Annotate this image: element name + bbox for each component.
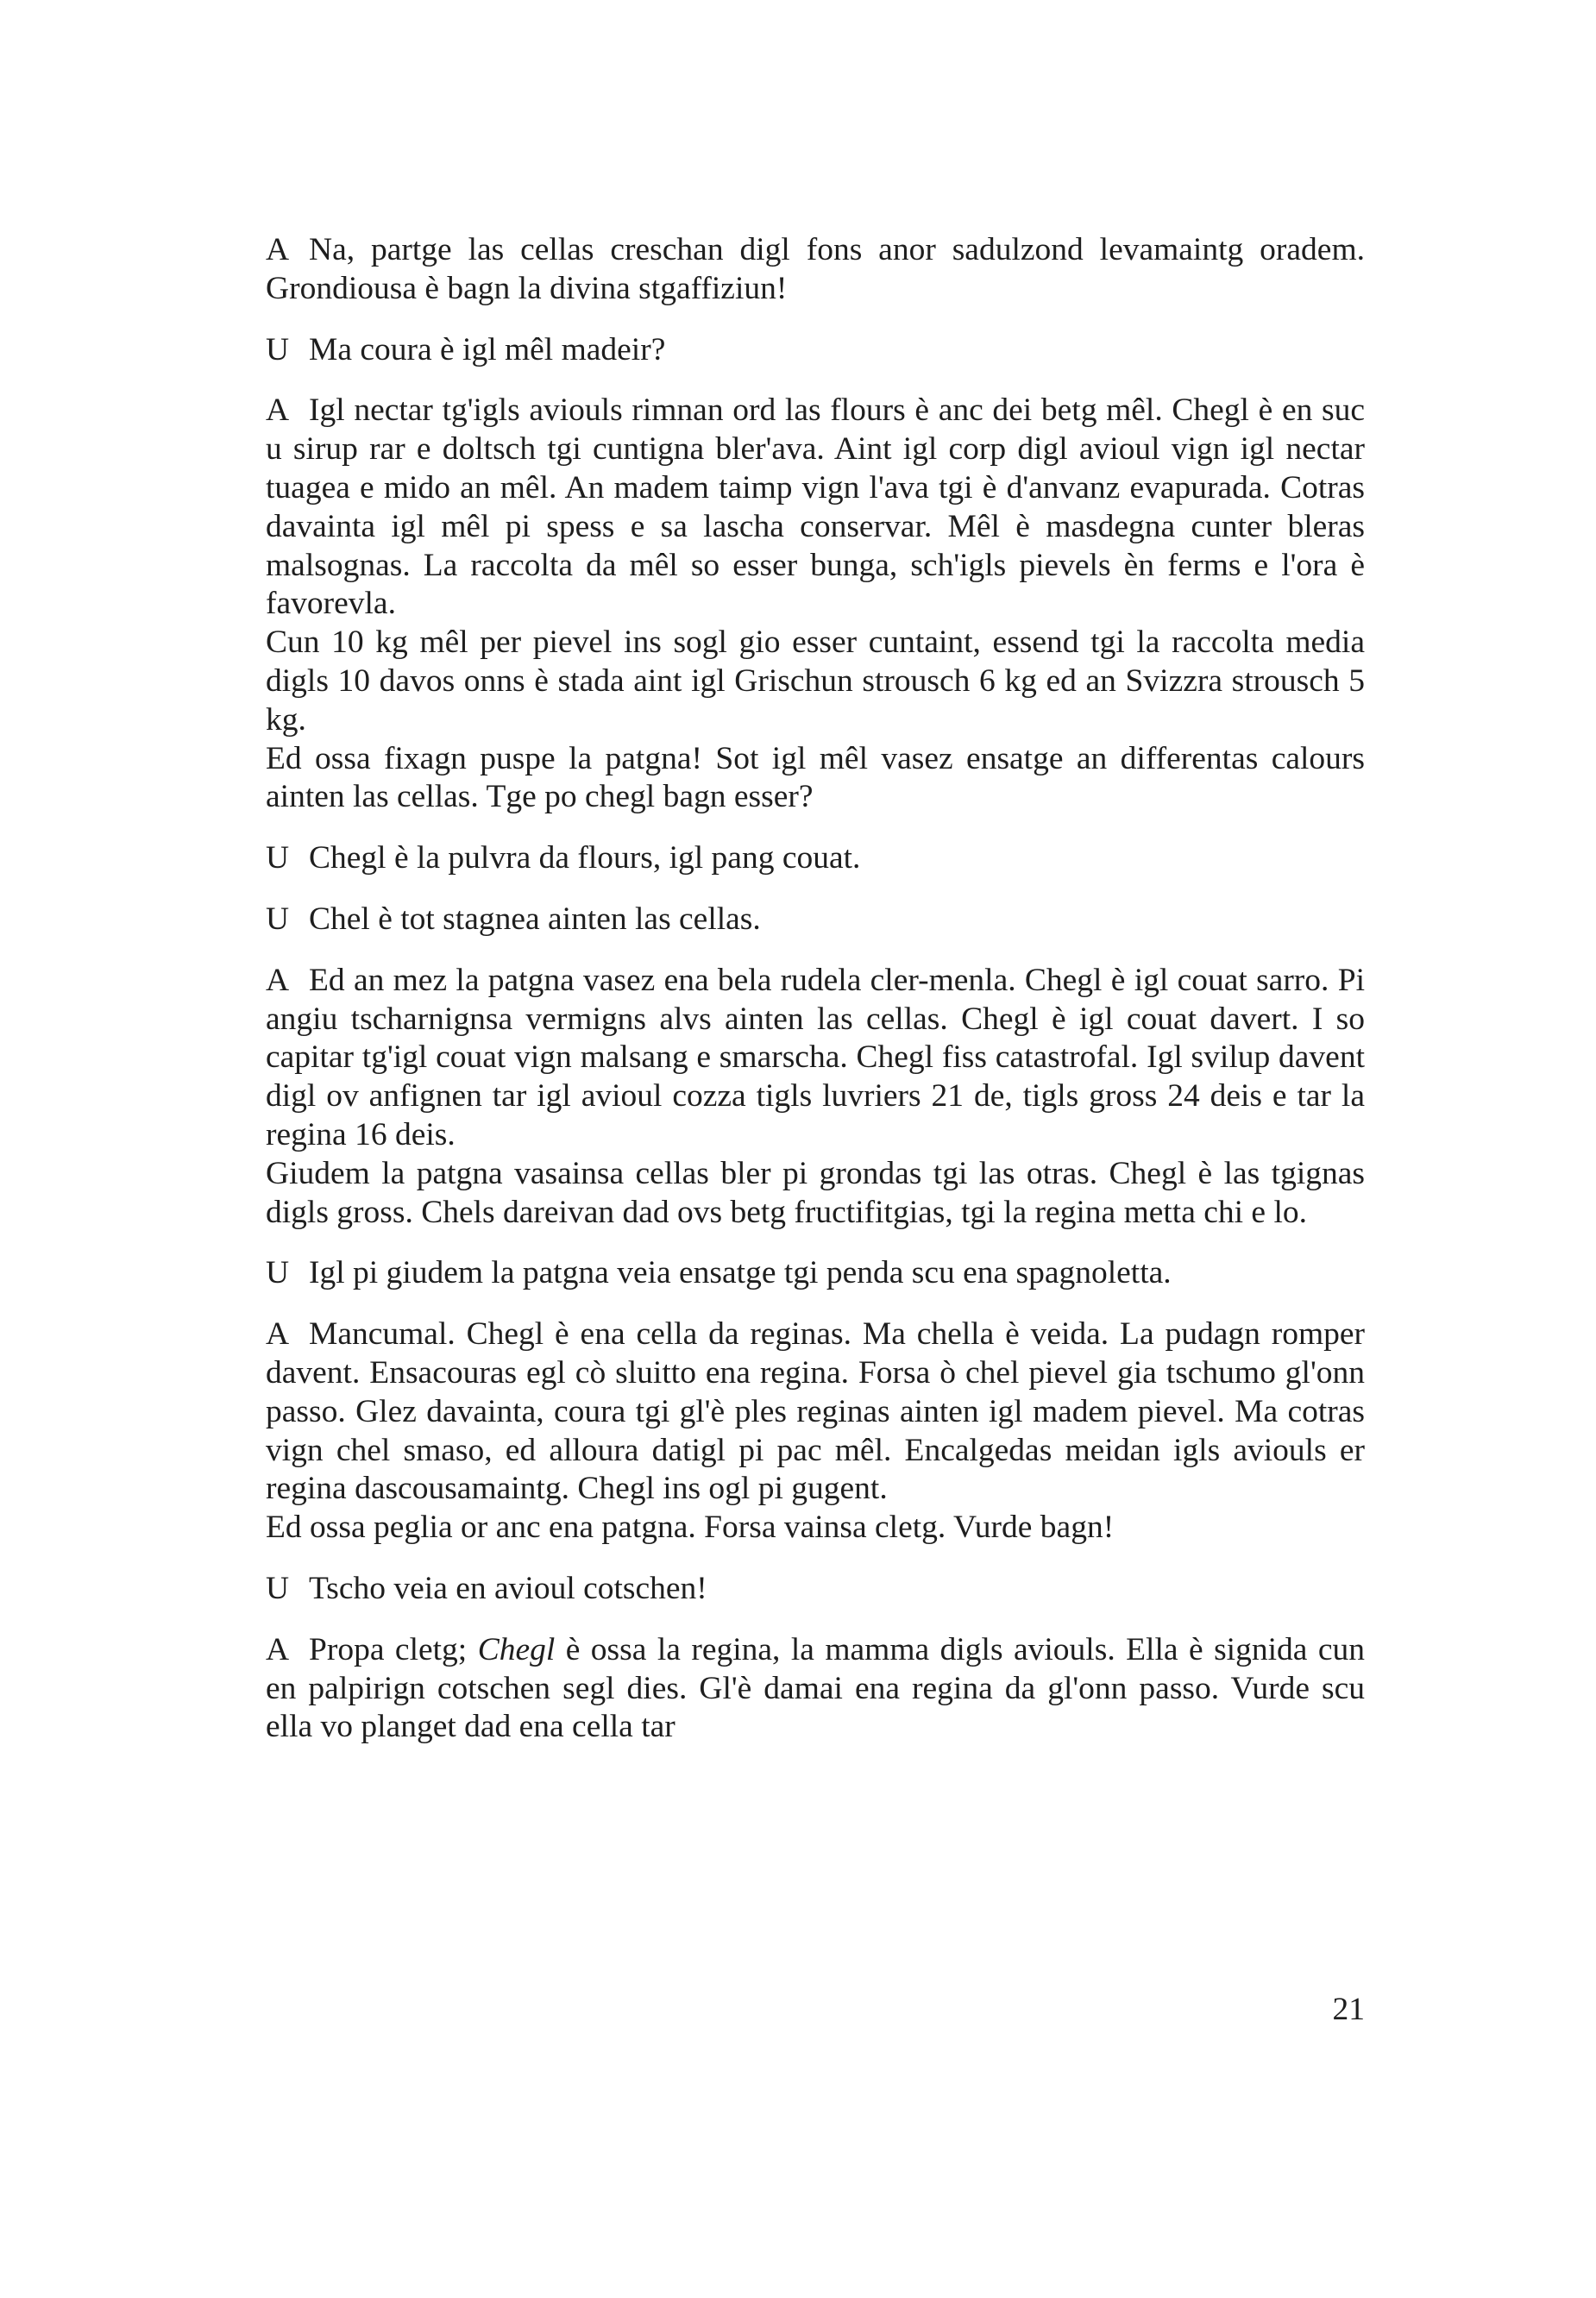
paragraph-text: Chegl è la pulvra da flours, igl pang couat. bbox=[309, 840, 861, 876]
paragraph-text: Ed an mez la patgna vasez ena bela rudela cler-menla. Chegl è igl couat sarro. Pi angiu tscharnignsa vermigns alvs ainten las cellas. Chegl è igl couat davert. I so capitar tg'igl couat vign malsang e smarscha. Chegl fiss catastrofal. Igl svilup davent digl ov anfignen tar igl avioul cozza tigls luvriers 21 de, tigls gross 24 deis e tar la regina 16 deis. bbox=[266, 962, 1365, 1152]
speaker-label: A bbox=[266, 962, 290, 998]
paragraph bbox=[266, 839, 1365, 878]
dialogue-turn bbox=[266, 331, 1365, 370]
speaker-label: U bbox=[266, 901, 290, 937]
dialogue-turn bbox=[266, 839, 1365, 878]
paragraph bbox=[266, 392, 1365, 624]
paragraph-text: Tscho veia en avioul cotschen! bbox=[309, 1570, 707, 1606]
paragraph: Ed ossa peglia or anc ena patgna. Forsa vainsa cletg. Vurde bagn! bbox=[266, 1510, 1115, 1546]
speaker-label: U bbox=[266, 1255, 290, 1291]
dialogue-turn bbox=[266, 901, 1365, 939]
dialogue-turn bbox=[266, 392, 1365, 817]
paragraph bbox=[266, 901, 1365, 939]
paragraph-text: Chel è tot stagnea ainten las cellas. bbox=[309, 901, 761, 937]
paragraph bbox=[266, 1631, 1365, 1747]
dialogue-text bbox=[266, 231, 1365, 1769]
dialogue-turn bbox=[266, 231, 1365, 309]
speaker-label: U bbox=[266, 840, 290, 876]
speaker-label: A bbox=[266, 1316, 290, 1353]
dialogue-turn bbox=[266, 1315, 1365, 1548]
paragraph-text: Na, partge las cellas creschan digl fons anor sadulzond levamaintg oradem. Grondiousa è bagn la divina stgaffiziun! bbox=[266, 232, 1365, 306]
dialogue-turn bbox=[266, 1254, 1365, 1293]
paragraph bbox=[266, 1570, 1365, 1609]
paragraph-text-start: Propa cletg; bbox=[309, 1631, 478, 1667]
speaker-label: A bbox=[266, 392, 290, 429]
paragraph bbox=[266, 331, 1365, 370]
speaker-label: A bbox=[266, 1631, 290, 1667]
paragraph-text: Mancumal. Chegl è ena cella da reginas. Ma chella è veida. La pudagn romper davent. Ensacouras egl cò sluitto ena regina. Forsa ò chel pievel gia tschumo gl'onn passo. Glez davainta, coura tgi gl'è ples reginas ainten igl madem pievel. Ma cotras vign chel smaso, ed alloura datigl pi pac mêl. Encalgedas meidan igls aviouls er regina dascousamaintg. Chegl ins ogl pi gugent. bbox=[266, 1316, 1365, 1507]
dialogue-turn bbox=[266, 962, 1365, 1233]
paragraph bbox=[266, 962, 1365, 1155]
paragraph-text: Igl nectar tg'igls aviouls rimnan ord las flours è anc dei betg mêl. Chegl è en suc u sirup rar e doltsch tgi cuntigna bler'ava. Aint igl corp digl avioul vign igl nectar tuagea e mido an mêl. An madem taimp vign l'ava tgi è d'anvanz evapurada. Cotras davainta igl mêl pi spess e sa lascha conservar. Mêl è masdegna cunter bleras malsognas. La raccolta da mêl so esser bunga, sch'igls pievels èn ferms e l'ora è favorevla. bbox=[266, 392, 1365, 622]
dialogue-turn bbox=[266, 1631, 1365, 1747]
paragraph: Giudem la patgna vasainsa cellas bler pi grondas tgi las otras. Chegl è las tgignas digls gross. Chels dareivan dad ovs betg fructifitgias, tgi la regina metta chi e lo. bbox=[266, 1155, 1365, 1230]
page-number: 21 bbox=[1332, 1992, 1365, 2027]
paragraph-text: Igl pi giudem la patgna veia ensatge tgi penda scu ena spagnoletta. bbox=[309, 1255, 1172, 1291]
dialogue-turn bbox=[266, 1570, 1365, 1609]
speaker-label: U bbox=[266, 331, 290, 367]
paragraph-text-end: è ossa la regina, la mamma digls aviouls. Ella è signida cun en palpirign cotschen segl dies. Gl'è damai ena regina da gl'onn passo. Vurde scu ella vo planget dad ena cella tar bbox=[266, 1631, 1365, 1745]
emphasized-word: Chegl bbox=[477, 1631, 556, 1667]
paragraph: Ed ossa fixagn puspe la patgna! Sot igl mêl vasez ensatge an differentas calours ainten las cellas. Tge po chegl bagn esser? bbox=[266, 740, 1365, 815]
paragraph bbox=[266, 1254, 1365, 1293]
paragraph bbox=[266, 1315, 1365, 1509]
speaker-label: U bbox=[266, 1570, 290, 1606]
speaker-label: A bbox=[266, 232, 290, 267]
paragraph: Cun 10 kg mêl per pievel ins sogl gio esser cuntaint, essend tgi la raccolta media digls 10 davos onns è stada aint igl Grischun strousch 6 kg ed an Svizzra strousch 5 kg. bbox=[266, 625, 1365, 738]
paragraph-text: Ma coura è igl mêl madeir? bbox=[309, 331, 666, 367]
paragraph bbox=[266, 231, 1365, 309]
